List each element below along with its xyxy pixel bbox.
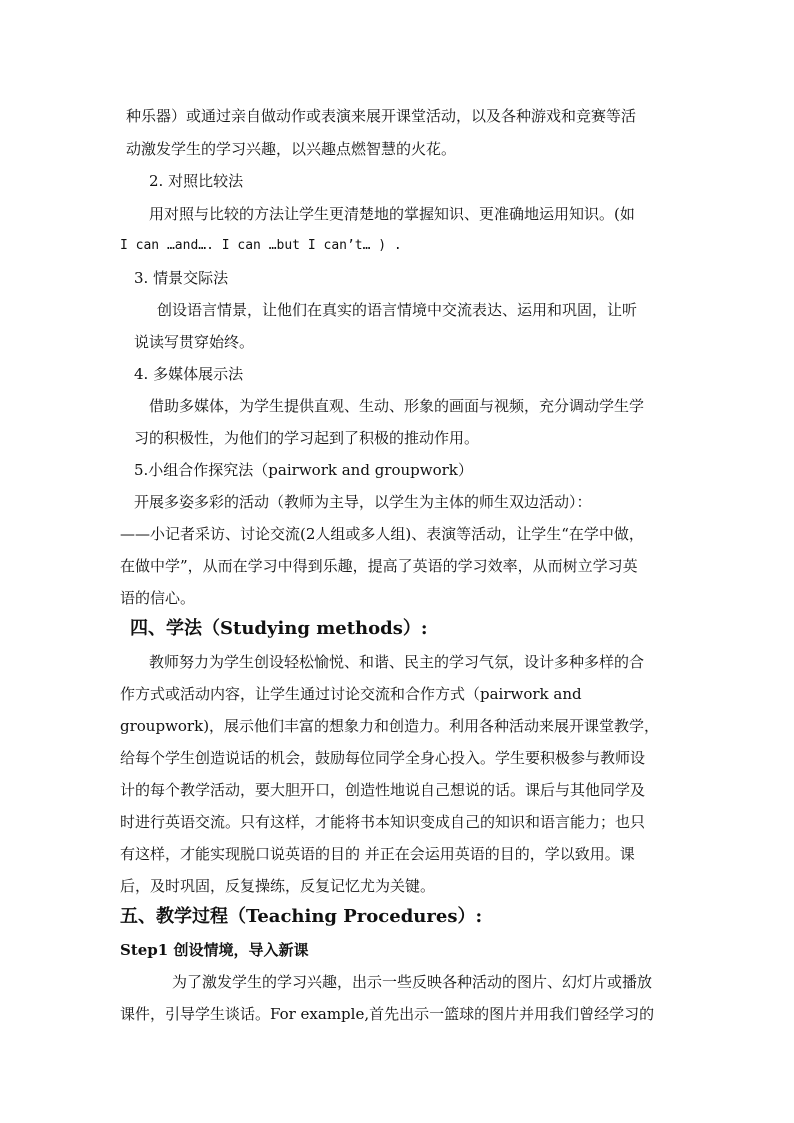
section-heading: 四、学法（Studying methods）: (130, 618, 428, 639)
paragraph-line: 动激发学生的学习兴趣，以兴趣点燃智慧的火花。 (126, 140, 457, 158)
step-title: Step1 创设情境，导入新课 (120, 941, 309, 959)
paragraph-line: 教师努力为学生创设轻松愉悦、和谐、民主的学习气氛，设计多种多样的合 (149, 653, 645, 671)
paragraph-line: I can …and…. I can …but I can’t… ) . (120, 238, 402, 253)
paragraph-line: 后，及时巩固，反复操练，反复记忆尤为关键。 (120, 877, 436, 895)
method-title: 3. 情景交际法 (134, 269, 229, 287)
paragraph-line: 开展多姿多彩的活动（教师为主导，以学生为主体的师生双边活动）： (134, 493, 592, 511)
method-title: 4. 多媒体展示法 (134, 365, 244, 383)
paragraph-line: 时进行英语交流。只有这样，才能将书本知识变成自己的知识和语言能力；也只 (120, 813, 646, 831)
paragraph-line: groupwork)，展示他们丰富的想象力和创造力。利用各种活动来展开课堂教学， (120, 717, 660, 735)
paragraph-line: 创设语言情景，让他们在真实的语言情境中交流表达、运用和巩固，让听 (157, 301, 638, 319)
section-heading: 五、教学过程（Teaching Procedures）: (120, 906, 483, 927)
method-title: 2. 对照比较法 (149, 172, 244, 190)
method-title: 5.小组合作探究法（pairwork and groupwork） (134, 461, 473, 479)
paragraph-line: 说读写贯穿始终。 (134, 333, 255, 351)
paragraph-line: 借助多媒体，为学生提供直观、生动、形象的画面与视频，充分调动学生学 (149, 397, 645, 415)
paragraph-line: 在做中学”，从而在学习中得到乐趣，提高了英语的学习效率，从而树立学习英 (120, 557, 638, 575)
paragraph-line: 习的积极性，为他们的学习起到了积极的推动作用。 (134, 429, 480, 447)
paragraph-line: 计的每个教学活动，要大胆开口，创造性地说自己想说的话。课后与其他同学及 (120, 781, 646, 799)
paragraph-line: 用对照与比较的方法让学生更清楚地的掌握知识、更准确地运用知识。(如 (149, 205, 635, 223)
paragraph-line: 课件，引导学生谈话。For example,首先出示一篮球的图片并用我们曾经学习的 (120, 1005, 655, 1023)
paragraph-line: 语的信心。 (120, 589, 196, 607)
paragraph-line: 作方式或活动内容，让学生通过讨论交流和合作方式（pairwork and (120, 685, 582, 703)
paragraph-line: 为了激发学生的学习兴趣，出示一些反映各种活动的图片、幻灯片或播放 (172, 973, 653, 991)
paragraph-line: 有这样，才能实现脱口说英语的目的 并正在会运用英语的目的，学以致用。课 (120, 845, 635, 863)
paragraph-line: 种乐器）或通过亲自做动作或表演来展开课堂活动，以及各种游戏和竞赛等活 (126, 107, 637, 125)
paragraph-line: ——小记者采访、讨论交流(2人组或多人组)、表演等活动，让学生“在学中做， (120, 525, 644, 543)
paragraph-line: 给每个学生创造说话的机会，鼓励每位同学全身心投入。学生要积极参与教师设 (120, 749, 646, 767)
